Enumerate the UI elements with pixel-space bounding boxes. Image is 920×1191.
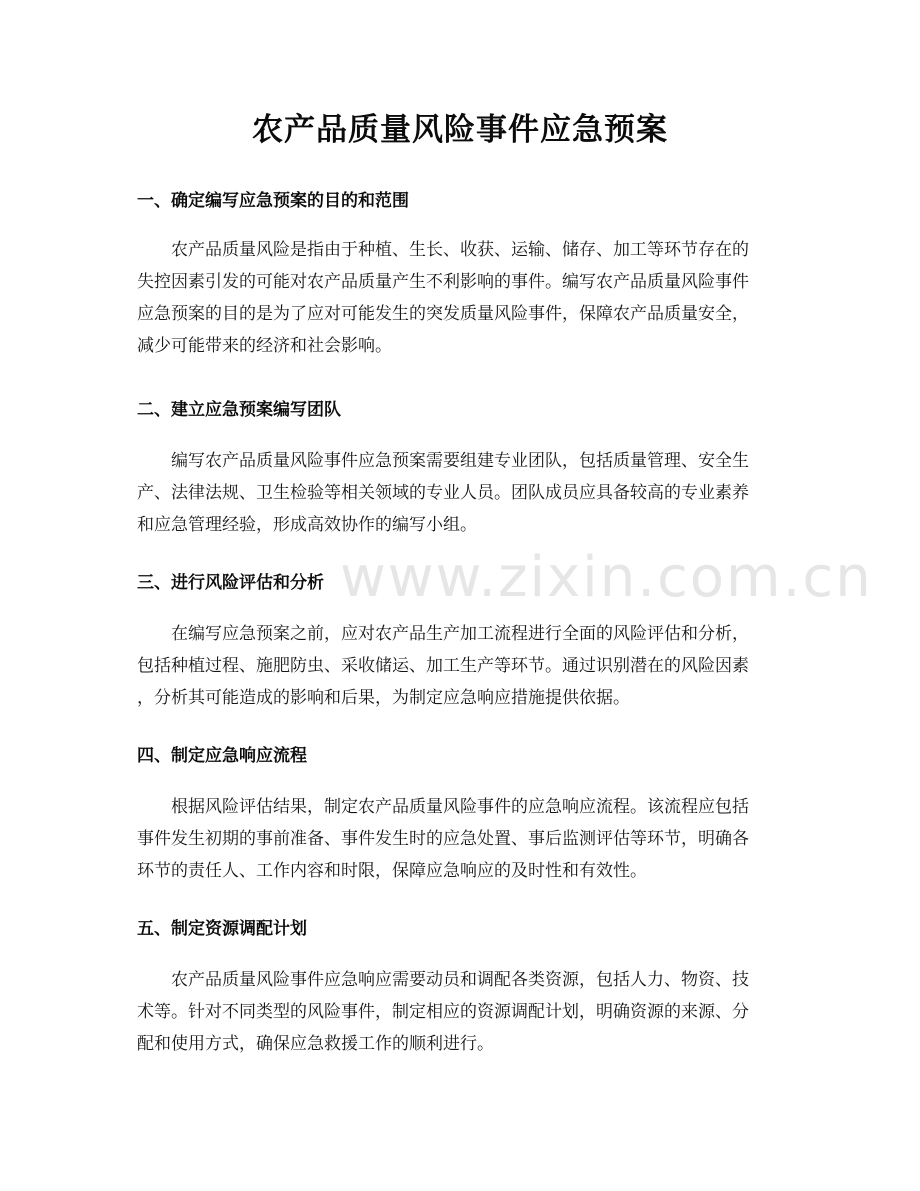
paragraph-line: 事件发生初期的事前准备、事件发生时的应急处置、事后监测评估等环节，明确各 bbox=[137, 829, 749, 849]
watermark-text: www.zixin.com.cn bbox=[340, 545, 873, 610]
paragraph-line: 术等。针对不同类型的风险事件，制定相应的资源调配计划，明确资源的来源、分 bbox=[137, 1002, 749, 1022]
paragraph-line: 应急预案的目的是为了应对可能发生的突发质量风险事件，保障农产品质量安全， bbox=[137, 304, 749, 324]
paragraph-line: ，分析其可能造成的影响和后果，为制定应急响应措施提供依据。 bbox=[137, 688, 630, 708]
paragraph-line: 在编写应急预案之前，应对农产品生产加工流程进行全面的风险评估和分析， bbox=[171, 624, 749, 644]
paragraph-line: 减少可能带来的经济和社会影响。 bbox=[137, 336, 392, 356]
section-heading-purpose: 一、确定编写应急预案的目的和范围 bbox=[137, 191, 409, 211]
section-paragraph-purpose bbox=[137, 234, 787, 362]
paragraph-line: 农产品质量风险事件应急响应需要动员和调配各类资源，包括人力、物资、技 bbox=[171, 970, 749, 990]
paragraph-line: 环节的责任人、工作内容和时限，保障应急响应的及时性和有效性。 bbox=[137, 861, 647, 881]
paragraph-line: 配和使用方式，确保应急救援工作的顺利进行。 bbox=[137, 1034, 494, 1054]
section-paragraph-response-flow bbox=[137, 791, 787, 887]
paragraph-line: 农产品质量风险是指由于种植、生长、收获、运输、储存、加工等环节存在的 bbox=[171, 240, 749, 260]
paragraph-line: 根据风险评估结果，制定农产品质量风险事件的应急响应流程。该流程应包括 bbox=[171, 797, 749, 817]
paragraph-line: 和应急管理经验，形成高效协作的编写小组。 bbox=[137, 515, 477, 535]
section-paragraph-risk-assessment bbox=[137, 618, 787, 714]
section-paragraph-resource-plan bbox=[137, 964, 787, 1060]
section-heading-team: 二、建立应急预案编写团队 bbox=[137, 400, 341, 420]
paragraph-line: 包括种植过程、施肥防虫、采收储运、加工生产等环节。通过识别潜在的风险因素 bbox=[137, 656, 749, 676]
document-title: 农产品质量风险事件应急预案 bbox=[252, 112, 668, 148]
section-heading-response-flow: 四、制定应急响应流程 bbox=[137, 746, 307, 766]
section-paragraph-team bbox=[137, 445, 787, 541]
paragraph-line: 编写农产品质量风险事件应急预案需要组建专业团队，包括质量管理、安全生 bbox=[171, 451, 749, 471]
paragraph-line: 失控因素引发的可能对农产品质量产生不利影响的事件。编写农产品质量风险事件 bbox=[137, 272, 749, 292]
paragraph-line: 产、法律法规、卫生检验等相关领域的专业人员。团队成员应具备较高的专业素养 bbox=[137, 483, 749, 503]
section-heading-risk-assessment: 三、进行风险评估和分析 bbox=[137, 573, 324, 593]
section-heading-resource-plan: 五、制定资源调配计划 bbox=[137, 919, 307, 939]
